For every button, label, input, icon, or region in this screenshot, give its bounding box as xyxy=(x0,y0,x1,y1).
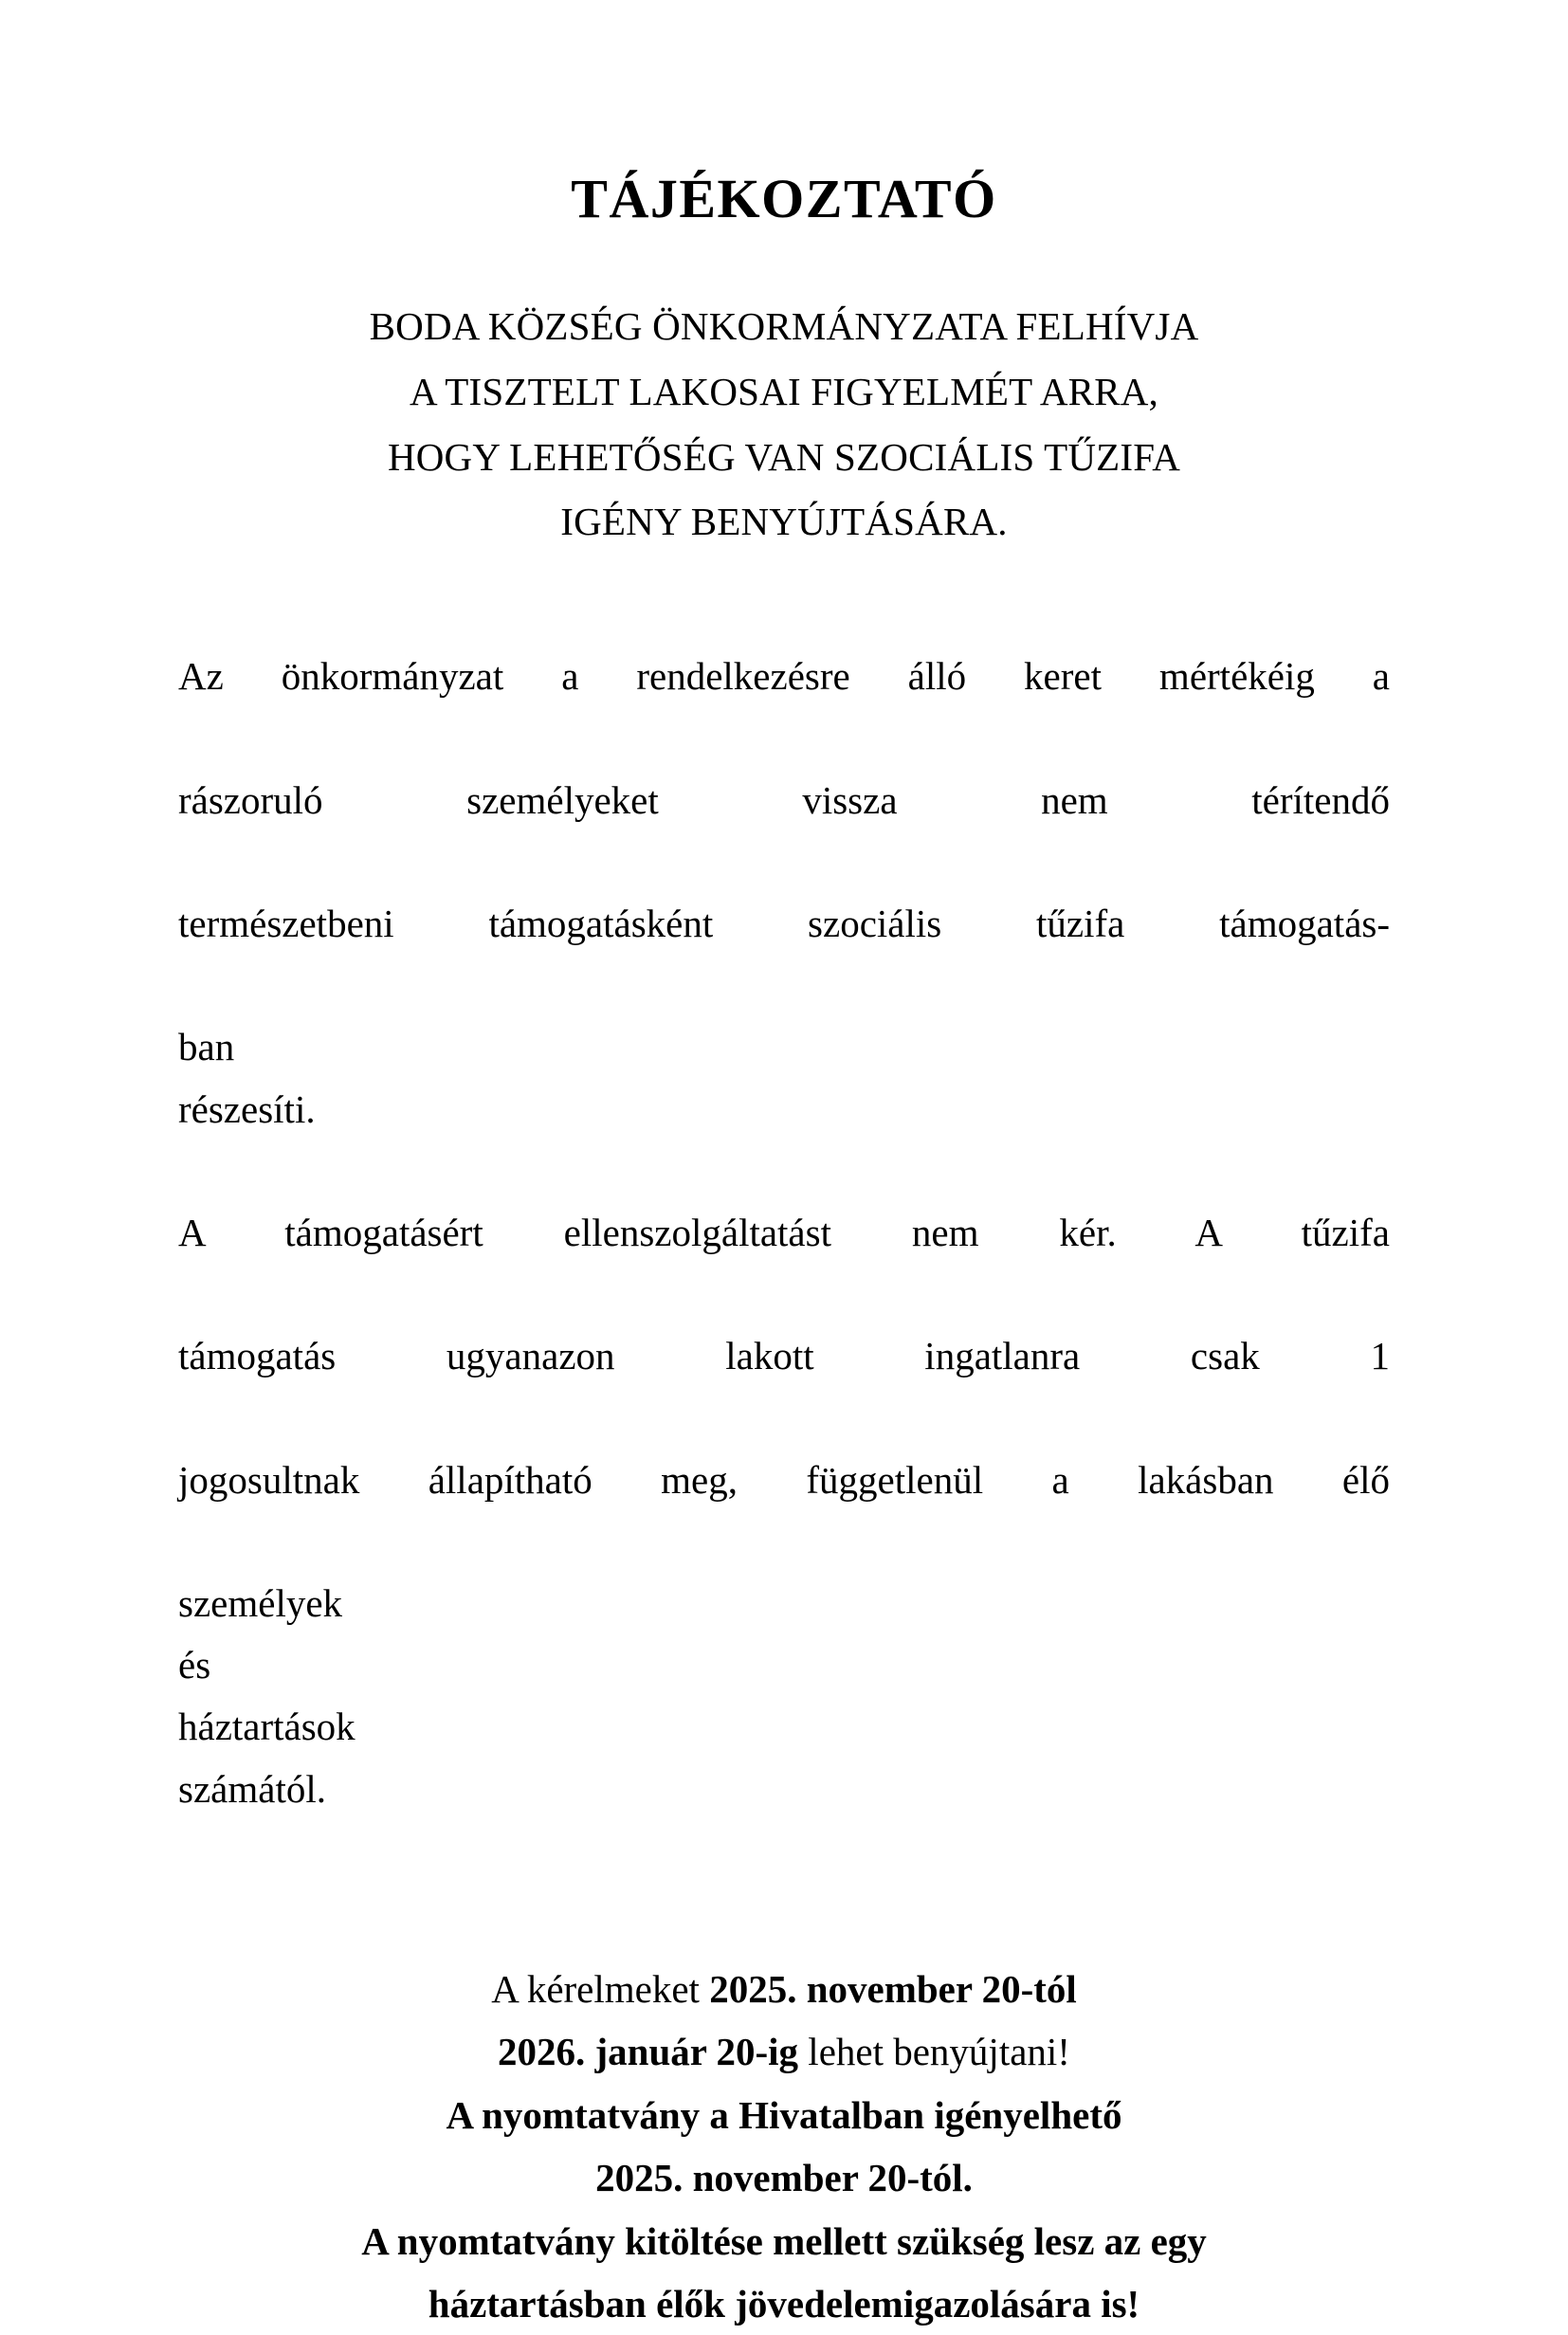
text-run-1: 2025. november 20-tól. xyxy=(595,2156,973,2200)
heading-line-3: HOGY LEHETŐSÉG VAN SZOCIÁLIS TŰZIFA xyxy=(387,434,1181,479)
text-run-1: A nyomtatvány kitöltése mellett szükség lesz az egy xyxy=(361,2218,1207,2263)
body-paragraph-2: A támogatásért ellenszolgáltatást nem kér. A tűzifa támogatás ugyanazon lakott ingatlanra csak 1 jogosultnak állapítható meg, függetlenül a lakásban élő személyek és háztartások számától. xyxy=(178,1202,1390,1882)
deadline-line-6 xyxy=(178,2272,1390,2335)
heading-line-1: BODA KÖZSÉG ÖNKORMÁNYZATA FELHÍVJA xyxy=(369,303,1199,348)
heading-line-4: IGÉNY BENYÚJTÁSÁRA. xyxy=(560,500,1008,544)
body-paragraph-1: Az önkormányzat a rendelkezésre álló keret mértékéig a rászoruló személyeket vissza nem térítendő természetbeni támogatásként szociális tűzifa támogatás- ban részesíti. xyxy=(178,646,1390,1202)
deadline-line-2 xyxy=(178,2020,1390,2083)
text-run-2: 2025. november 20-tól xyxy=(709,1967,1077,2012)
deadline-line-4 xyxy=(178,2146,1390,2209)
text-run-2: lehet benyújtani! xyxy=(798,2030,1070,2074)
body-p2-line-3: jogosultnak állapítható meg, függetlenül a lakásban élő xyxy=(178,1457,1390,1502)
body-p2-line-1: A támogatásért ellenszolgáltatást nem kér. A tűzifa xyxy=(178,1210,1390,1254)
page-title: TÁJÉKOZTATÓ xyxy=(571,168,997,229)
text-run-1: A nyomtatvány a Hivatalban igényelhető xyxy=(446,2092,1122,2137)
heading-block xyxy=(178,294,1390,556)
body-p1-line-3: természetbeni támogatásként szociális tűzifa támogatás- xyxy=(178,902,1390,946)
deadline-block xyxy=(178,1958,1390,2335)
deadline-line-1 xyxy=(178,1958,1390,2020)
text-run-1: A kérelmeket xyxy=(491,1967,710,2012)
text-run-1: 2026. január 20-ig xyxy=(498,2030,799,2074)
body-p1-line-2: rászoruló személyeket vissza nem térítendő xyxy=(178,777,1390,822)
body-block xyxy=(178,646,1390,1882)
text-run-1: háztartásban élők jövedelemigazolására is! xyxy=(428,2282,1140,2326)
deadline-line-3 xyxy=(178,2084,1390,2146)
deadline-line-5 xyxy=(178,2210,1390,2272)
body-p2-line-2: támogatás ugyanazon lakott ingatlanra csak 1 xyxy=(178,1334,1390,1378)
heading-line-2: A TISZTELT LAKOSAI FIGYELMÉT ARRA, xyxy=(409,369,1159,413)
body-p1-line-1: Az önkormányzat a rendelkezésre álló keret mértékéig a xyxy=(178,654,1390,699)
